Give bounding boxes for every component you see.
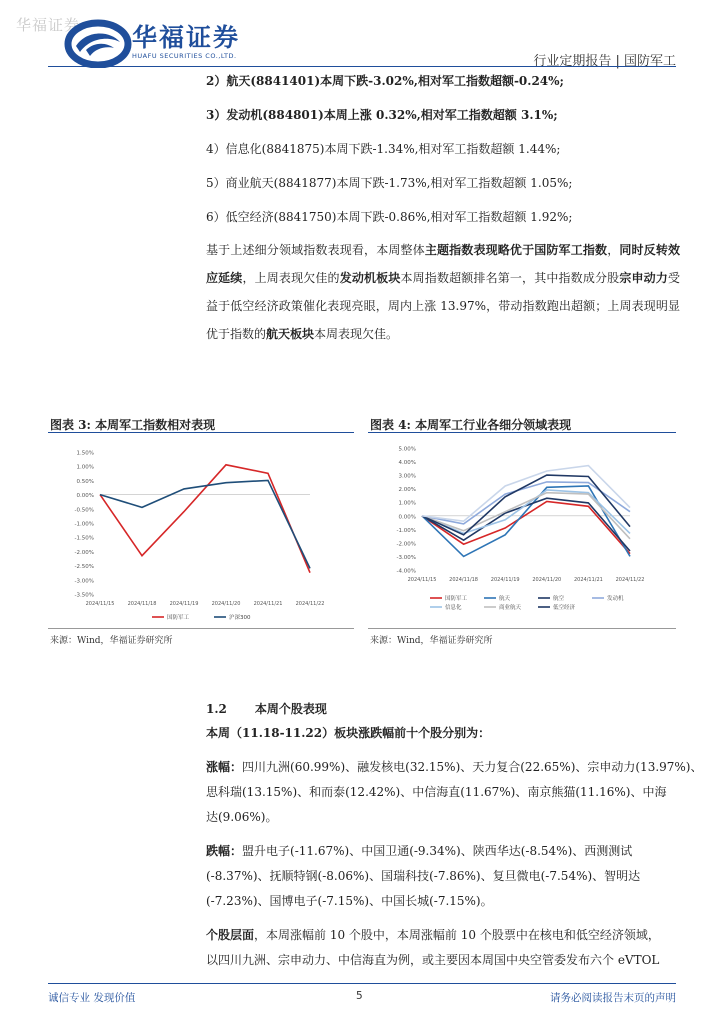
section-heading (206, 700, 327, 717)
summary-text: 本周指数超额排名第一，其中指数成分股 (400, 271, 620, 285)
loss-line: (-7.23%)、国博电子(-7.15%)、中国长城(-7.15%)。 (206, 894, 493, 908)
level-line (206, 926, 660, 943)
figure4-source: 来源：Wind，华福证券研究所 (370, 636, 493, 646)
summary-text: 本周表现欠佳。 (314, 327, 399, 341)
figure3-chart (48, 438, 354, 626)
x-tick-label: 2024/11/19 (169, 601, 199, 607)
figure3-title: 图表 3: 本周军工指数相对表现 (50, 418, 216, 432)
gain-line: 思科瑞(13.15%)、和而泰(12.42%)、中信海直(11.67%)、南京熊猫(11.16%)、中海 (206, 785, 667, 799)
loss-line: (-8.37%)、抚顺特钢(-8.06%)、国瑞科技(-7.86%)、复旦微电(-7.54%)、智明达 (206, 869, 641, 883)
y-tick-label: 1.50% (76, 450, 94, 457)
y-tick-label: -1.50% (74, 535, 94, 542)
x-tick-label: 2024/11/22 (615, 577, 645, 583)
y-tick-label: 1.00% (398, 500, 416, 507)
legend-label: 商业航天 (499, 605, 522, 611)
x-tick-label: 2024/11/19 (490, 577, 520, 583)
y-tick-label: 3.00% (398, 473, 416, 480)
series-line (422, 466, 630, 522)
index-line-engine: 3）发动机(884801)本周上涨 0.32%,相对军工指数超额 3.1%; (206, 108, 558, 122)
footer-disclaimer: 请务必阅读报告末页的声明 (550, 992, 676, 1004)
x-tick-label: 2024/11/21 (573, 577, 603, 583)
loss-label: 跌幅： (206, 844, 243, 858)
level-line: 以四川九洲、宗申动力、中信海直为例，或主要因本周国中央空管委发布六个 eVTOL (206, 953, 660, 967)
summary-text: ，上周表现欠佳的 (242, 271, 340, 285)
legend-label: 低空经济 (553, 605, 576, 611)
loss-line (206, 842, 632, 859)
summary-text: 基于上述细分领域指数表现看，本周整体 (206, 243, 425, 257)
y-tick-label: -3.00% (396, 554, 416, 561)
index-line-info: 4）信息化(8841875)本周下跌-1.34%,相对军工指数超额 1.44%; (206, 142, 561, 156)
y-tick-label: -1.00% (396, 527, 416, 534)
legend-label: 航空 (553, 596, 565, 602)
y-tick-label: -4.00% (396, 568, 416, 575)
y-tick-label: 4.00% (398, 460, 416, 467)
summary-bold: 发动机板块 (339, 271, 401, 285)
gain-line: 达(9.06%)。 (206, 810, 278, 824)
series-line (100, 465, 310, 573)
figure3-title-rule (48, 432, 354, 433)
y-tick-label: 1.00% (76, 464, 94, 471)
summary-bold: 同时反转效应延续 (206, 243, 680, 285)
gain-label: 涨幅： (206, 760, 243, 774)
y-tick-label: -3.00% (74, 578, 94, 585)
figure3-bottom-rule (48, 628, 354, 629)
level-text: ，本周涨幅前 10 个股中，本周涨幅前 10 个股票中在核电和低空经济领域， (254, 928, 660, 942)
figure4-bottom-rule (368, 628, 676, 629)
y-tick-label: -2.00% (74, 549, 94, 556)
y-tick-label: 2.00% (398, 487, 416, 494)
figure4-title: 图表 4: 本周军工行业各细分领域表现 (370, 418, 572, 432)
figure3-source: 来源：Wind，华福证券研究所 (50, 636, 173, 646)
y-tick-label: -2.00% (396, 541, 416, 548)
summary-text: ， (607, 243, 620, 257)
level-label: 个股层面 (206, 928, 255, 942)
gain-text: 四川九洲(60.99%)、融发核电(32.15%)、天力复合(22.65%)、宗申动力(13.97%)、 (242, 760, 703, 774)
report-type: 行业定期报告 | 国防军工 (533, 54, 676, 69)
legend-label: 国防军工 (445, 596, 468, 602)
gain-line (206, 758, 703, 775)
summary-bold: 航天板块 (266, 327, 315, 341)
x-tick-label: 2024/11/18 (127, 601, 157, 607)
summary-text: 受益于低空经济政策催化表现亮眼，周内上涨 13.97%，带动指数跑出超额；上周表现明显优于指数的 (206, 271, 680, 341)
footer-slogan: 诚信专业 发现价值 (48, 992, 136, 1004)
company-name-cn: 华福证券 (132, 23, 241, 52)
section-number: 1.2 (206, 702, 227, 716)
y-tick-label: 0.00% (398, 514, 416, 521)
legend-label: 国防军工 (167, 615, 190, 621)
x-tick-label: 2024/11/22 (295, 601, 325, 607)
y-tick-label: -1.00% (74, 521, 94, 528)
legend-label: 发动机 (607, 596, 624, 602)
summary-bold: 主题指数表现略优于国防军工指数 (424, 243, 608, 257)
y-tick-label: -0.50% (74, 507, 94, 514)
header-divider (48, 66, 676, 67)
stocks-lead: 本周（11.18-11.22）板块涨跌幅前十个股分别为： (206, 726, 491, 740)
x-tick-label: 2024/11/21 (253, 601, 283, 607)
index-line-aerospace: 2）航天(8841401)本周下跌-3.02%,相对军工指数超额-0.24%; (206, 74, 564, 88)
x-tick-label: 2024/11/15 (407, 577, 437, 583)
legend-label: 沪深300 (229, 615, 251, 621)
loss-text: 盟升电子(-11.67%)、中国卫通(-9.34%)、陕西华达(-8.54%)、西测测试 (242, 844, 633, 858)
series-line (100, 480, 310, 568)
index-line-low-altitude: 6）低空经济(8841750)本周下跌-0.86%,相对军工指数超额 1.92%; (206, 210, 573, 224)
legend-label: 航天 (499, 596, 511, 602)
x-tick-label: 2024/11/18 (449, 577, 479, 583)
y-tick-label: -2.50% (74, 564, 94, 571)
x-tick-label: 2024/11/20 (532, 577, 562, 583)
x-tick-label: 2024/11/15 (85, 601, 115, 607)
y-tick-label: 0.00% (76, 493, 94, 500)
y-tick-label: 5.00% (398, 446, 416, 453)
summary-paragraph (206, 236, 680, 348)
y-tick-label: -3.50% (74, 592, 94, 599)
section-title: 本周个股表现 (254, 702, 327, 716)
index-line-commercial-space: 5）商业航天(8841877)本周下跌-1.73%,相对军工指数超额 1.05%; (206, 176, 573, 190)
footer-divider (48, 983, 676, 984)
watermark-text: 华福证券 (16, 16, 81, 34)
x-tick-label: 2024/11/20 (211, 601, 241, 607)
summary-bold: 宗申动力 (619, 271, 668, 285)
figure4-chart (368, 438, 676, 626)
figure4-title-rule (368, 432, 676, 433)
y-tick-label: 0.50% (76, 478, 94, 485)
company-name-en: HUAFU SECURITIES CO.,LTD. (132, 52, 237, 60)
page-number: 5 (356, 990, 363, 1002)
legend-label: 信息化 (445, 605, 462, 611)
